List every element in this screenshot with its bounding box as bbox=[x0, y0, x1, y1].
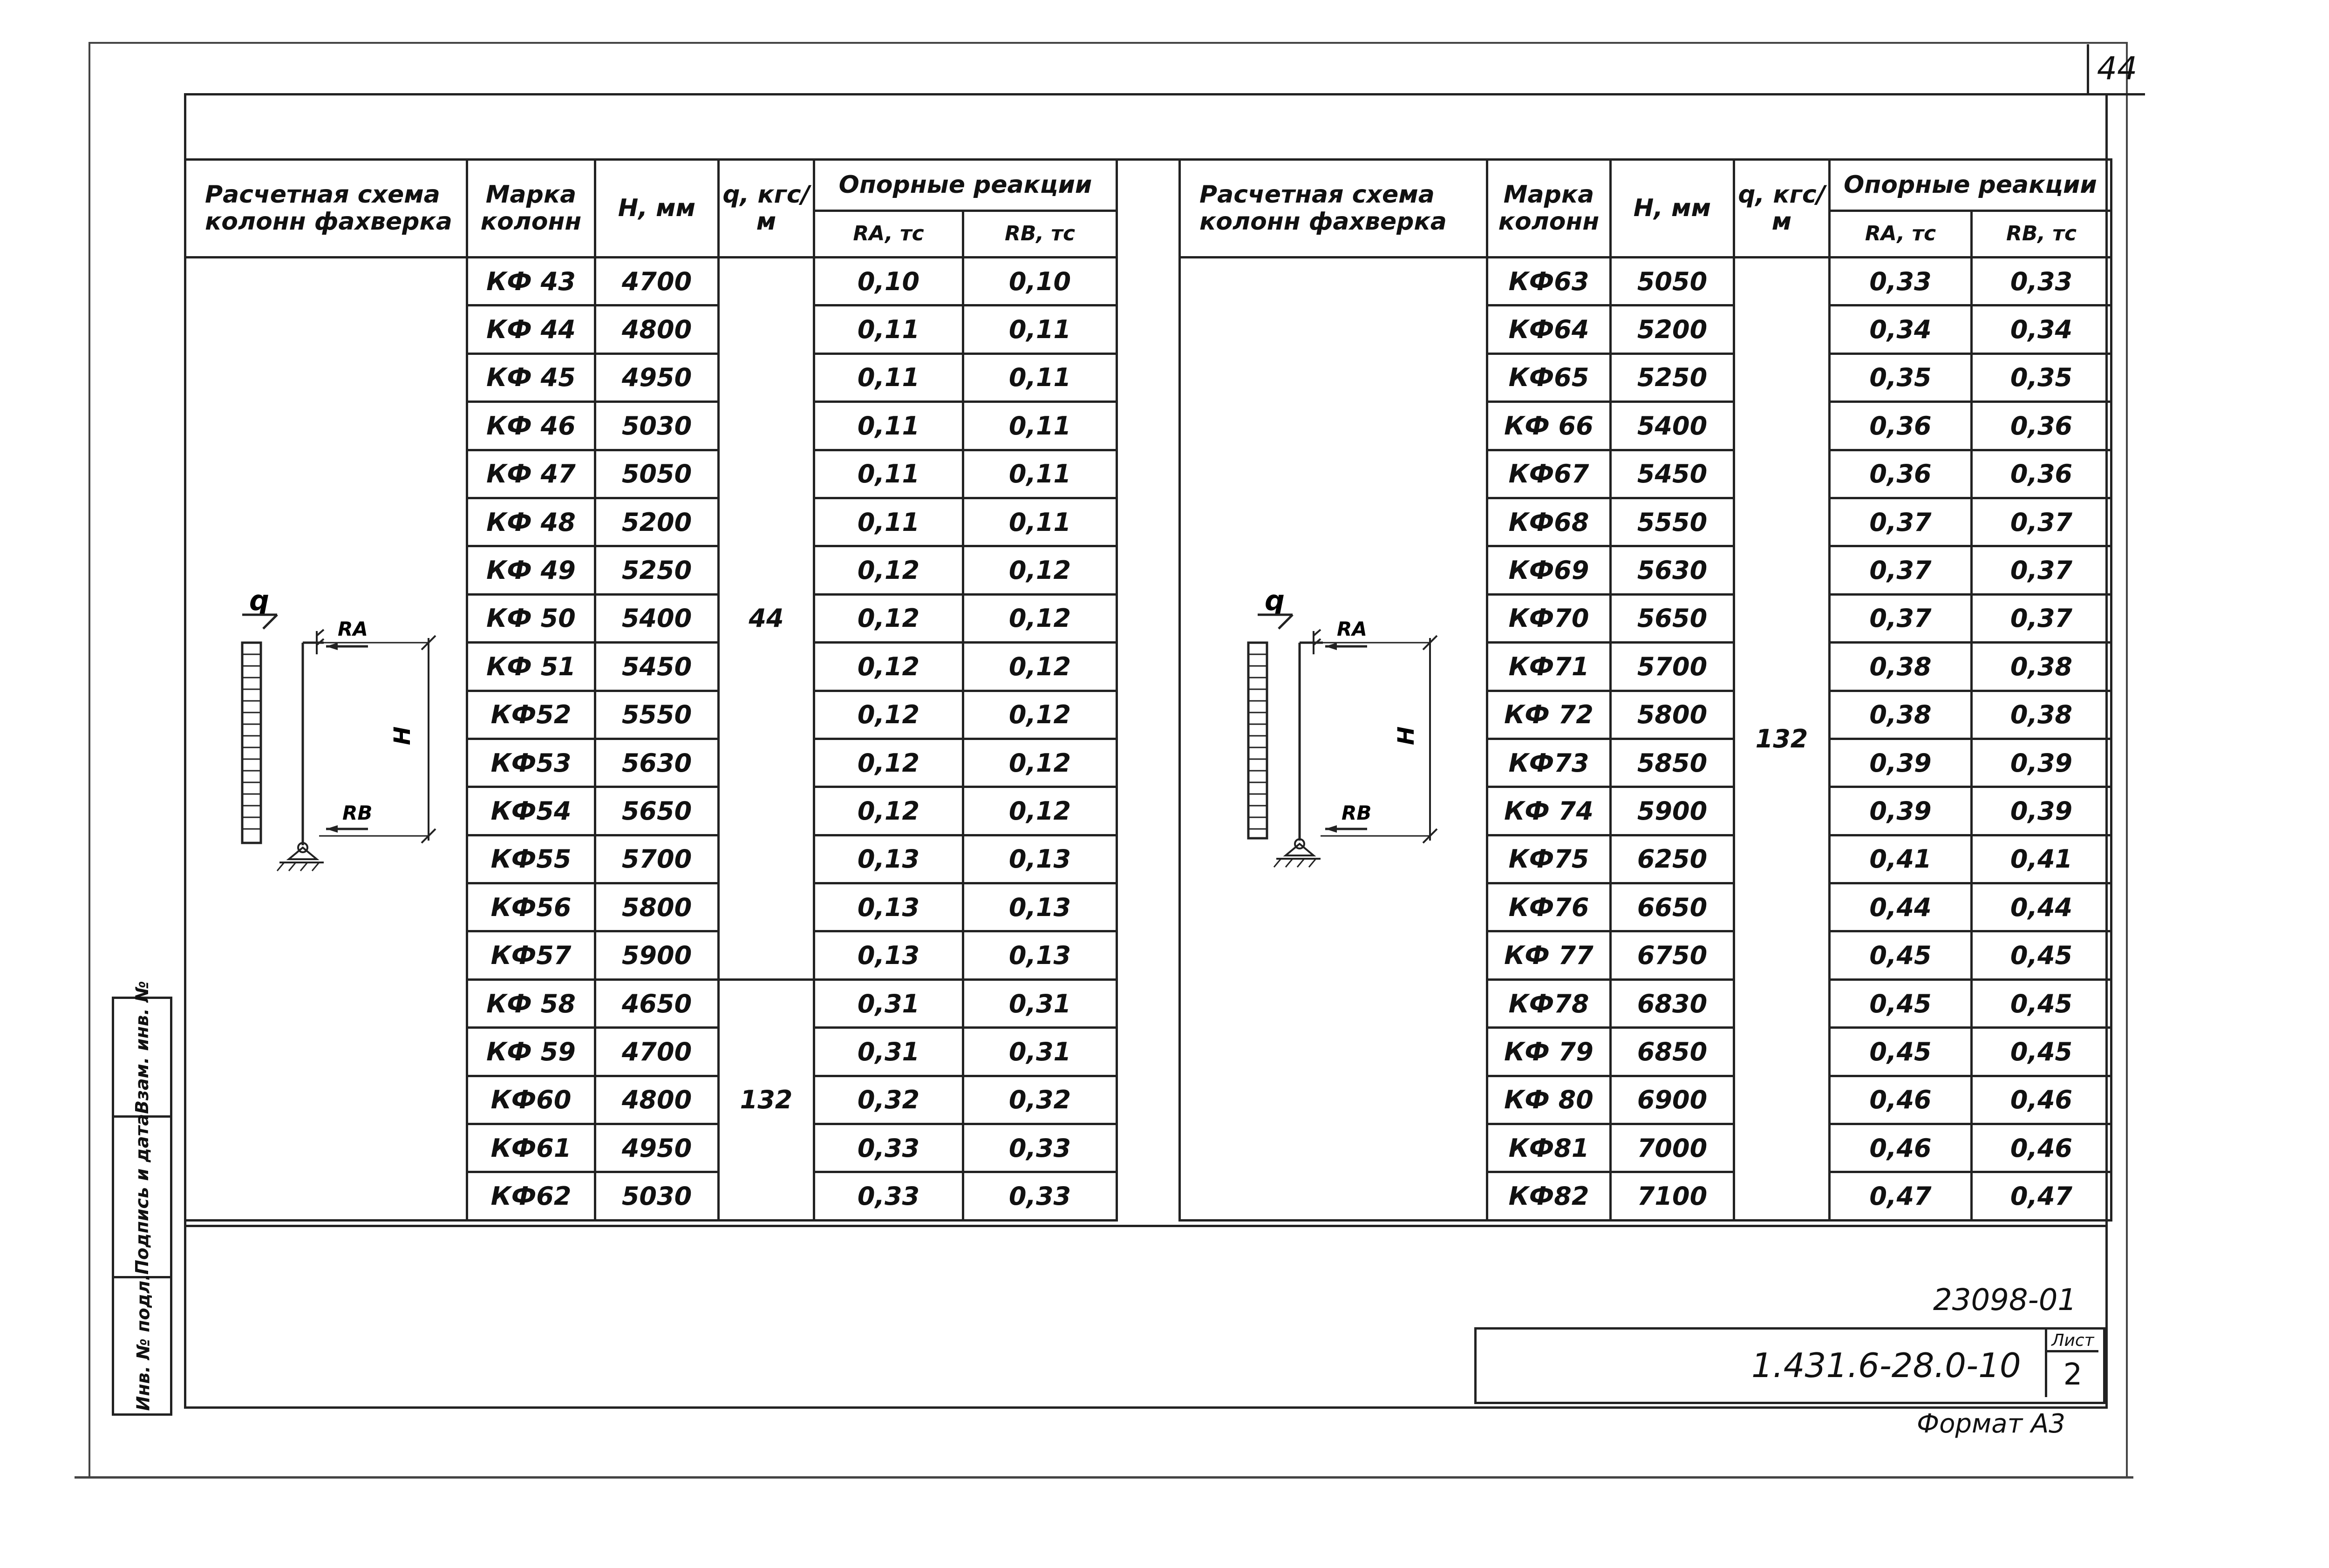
cell-rb: 0,38 bbox=[1972, 691, 2111, 739]
cell-h: 5550 bbox=[1611, 498, 1734, 546]
cell-mark: КФ52 bbox=[467, 691, 595, 739]
right-scheme-svg bbox=[1230, 577, 1463, 876]
cell-h: 6830 bbox=[1611, 979, 1734, 1027]
cell-mark: КФ60 bbox=[467, 1076, 595, 1124]
cell-h: 5030 bbox=[595, 402, 719, 450]
header-mark: Марка колонн bbox=[1487, 160, 1611, 258]
sheet-label: Лист bbox=[2047, 1331, 2098, 1352]
cell-h: 5400 bbox=[1611, 402, 1734, 450]
scheme-ra-label: RA bbox=[1337, 618, 1367, 640]
scheme-h-label: H bbox=[1393, 726, 1419, 745]
cell-ra: 0,38 bbox=[1830, 691, 1972, 739]
cell-h: 4800 bbox=[595, 1076, 719, 1124]
cell-h: 4700 bbox=[595, 258, 719, 305]
cell-rb: 0,12 bbox=[963, 739, 1117, 787]
cell-h: 5450 bbox=[1611, 450, 1734, 498]
cell-mark: КФ 44 bbox=[467, 305, 595, 353]
cell-q: 132 bbox=[719, 979, 814, 1220]
cell-rb: 0,12 bbox=[963, 643, 1117, 691]
cell-rb: 0,33 bbox=[963, 1124, 1117, 1172]
table-row bbox=[185, 258, 1117, 305]
cell-mark: КФ76 bbox=[1487, 883, 1611, 931]
cell-rb: 0,10 bbox=[963, 258, 1117, 305]
cell-ra: 0,44 bbox=[1830, 883, 1972, 931]
cell-h: 5800 bbox=[1611, 691, 1734, 739]
scheme-ra-label: RA bbox=[338, 618, 368, 640]
cell-mark: КФ70 bbox=[1487, 594, 1611, 642]
outer-frame-bottom bbox=[75, 1476, 2133, 1479]
header-scheme: Расчетная схема колонн фахверка bbox=[185, 160, 467, 258]
cell-mark: КФ57 bbox=[467, 931, 595, 979]
cell-ra: 0,33 bbox=[814, 1172, 963, 1220]
cell-h: 5700 bbox=[1611, 643, 1734, 691]
cell-mark: КФ 58 bbox=[467, 979, 595, 1027]
cell-mark: КФ63 bbox=[1487, 258, 1611, 305]
paper-format: Формат А3 bbox=[1917, 1409, 2065, 1439]
cell-rb: 0,11 bbox=[963, 498, 1117, 546]
header-ra: RA, тс bbox=[814, 211, 963, 258]
cell-ra: 0,13 bbox=[814, 931, 963, 979]
cell-mark: КФ 47 bbox=[467, 450, 595, 498]
cell-mark: КФ54 bbox=[467, 787, 595, 835]
cell-mark: КФ 48 bbox=[467, 498, 595, 546]
cell-rb: 0,33 bbox=[963, 1172, 1117, 1220]
cell-mark: КФ 59 bbox=[467, 1028, 595, 1076]
scheme-q-label: q bbox=[1265, 584, 1285, 617]
cell-h: 6900 bbox=[1611, 1076, 1734, 1124]
cell-ra: 0,33 bbox=[814, 1124, 963, 1172]
cell-ra: 0,11 bbox=[814, 353, 963, 401]
cell-ra: 0,45 bbox=[1830, 1028, 1972, 1076]
cell-ra: 0,10 bbox=[814, 258, 963, 305]
header-mark: Марка колонн bbox=[467, 160, 595, 258]
cell-ra: 0,12 bbox=[814, 594, 963, 642]
cell-ra: 0,11 bbox=[814, 305, 963, 353]
cell-q: 132 bbox=[1734, 258, 1830, 1221]
cell-rb: 0,13 bbox=[963, 883, 1117, 931]
cell-mark: КФ 74 bbox=[1487, 787, 1611, 835]
cell-mark: КФ73 bbox=[1487, 739, 1611, 787]
cell-mark: КФ78 bbox=[1487, 979, 1611, 1027]
cell-rb: 0,11 bbox=[963, 305, 1117, 353]
cell-h: 5250 bbox=[1611, 353, 1734, 401]
stamp-podpis: Подпись и дата bbox=[132, 1113, 152, 1275]
cell-rb: 0,12 bbox=[963, 787, 1117, 835]
cell-mark: КФ 80 bbox=[1487, 1076, 1611, 1124]
cell-h: 5900 bbox=[595, 931, 719, 979]
cell-mark: КФ 72 bbox=[1487, 691, 1611, 739]
cell-ra: 0,36 bbox=[1830, 402, 1972, 450]
cell-h: 5250 bbox=[595, 546, 719, 594]
cell-rb: 0,33 bbox=[1972, 258, 2111, 305]
cell-h: 7000 bbox=[1611, 1124, 1734, 1172]
cell-ra: 0,34 bbox=[1830, 305, 1972, 353]
cell-rb: 0,31 bbox=[963, 1028, 1117, 1076]
cell-h: 5900 bbox=[1611, 787, 1734, 835]
cell-h: 5630 bbox=[595, 739, 719, 787]
cell-ra: 0,13 bbox=[814, 835, 963, 883]
cell-rb: 0,11 bbox=[963, 450, 1117, 498]
cell-mark: КФ82 bbox=[1487, 1172, 1611, 1220]
cell-mark: КФ 50 bbox=[467, 594, 595, 642]
cell-h: 5050 bbox=[595, 450, 719, 498]
header-reactions: Опорные реакции bbox=[814, 160, 1117, 211]
cell-rb: 0,37 bbox=[1972, 594, 2111, 642]
cell-h: 4950 bbox=[595, 1124, 719, 1172]
load-diagram bbox=[1248, 643, 1267, 838]
cell-h: 6850 bbox=[1611, 1028, 1734, 1076]
cell-ra: 0,33 bbox=[1830, 258, 1972, 305]
cell-mark: КФ65 bbox=[1487, 353, 1611, 401]
cell-mark: КФ 79 bbox=[1487, 1028, 1611, 1076]
cell-mark: КФ 45 bbox=[467, 353, 595, 401]
scheme-h-label: H bbox=[389, 726, 415, 745]
table-row bbox=[1180, 258, 2111, 305]
cell-h: 5800 bbox=[595, 883, 719, 931]
cell-ra: 0,12 bbox=[814, 787, 963, 835]
cell-rb: 0,37 bbox=[1972, 498, 2111, 546]
cell-mark: КФ 46 bbox=[467, 402, 595, 450]
cell-rb: 0,39 bbox=[1972, 787, 2111, 835]
cell-h: 4650 bbox=[595, 979, 719, 1027]
cell-h: 7100 bbox=[1611, 1172, 1734, 1220]
cell-ra: 0,37 bbox=[1830, 594, 1972, 642]
cell-mark: КФ75 bbox=[1487, 835, 1611, 883]
cell-rb: 0,36 bbox=[1972, 402, 2111, 450]
cell-h: 5050 bbox=[1611, 258, 1734, 305]
cell-mark: КФ55 bbox=[467, 835, 595, 883]
cell-ra: 0,46 bbox=[1830, 1124, 1972, 1172]
cell-rb: 0,38 bbox=[1972, 643, 2111, 691]
cell-ra: 0,12 bbox=[814, 739, 963, 787]
cell-mark: КФ53 bbox=[467, 739, 595, 787]
cell-h: 5400 bbox=[595, 594, 719, 642]
cell-rb: 0,11 bbox=[963, 402, 1117, 450]
cell-h: 6650 bbox=[1611, 883, 1734, 931]
stamp-cell-vzam bbox=[114, 981, 170, 1118]
cell-mark: КФ68 bbox=[1487, 498, 1611, 546]
cell-rb: 0,46 bbox=[1972, 1076, 2111, 1124]
scheme-q-label: q bbox=[249, 584, 269, 617]
cell-ra: 0,32 bbox=[814, 1076, 963, 1124]
cell-ra: 0,39 bbox=[1830, 739, 1972, 787]
stamp-vzam: Взам. инв. № bbox=[132, 981, 152, 1114]
cell-h: 5450 bbox=[595, 643, 719, 691]
cell-mark: КФ 77 bbox=[1487, 931, 1611, 979]
cell-h: 5030 bbox=[595, 1172, 719, 1220]
cell-mark: КФ 51 bbox=[467, 643, 595, 691]
cell-rb: 0,12 bbox=[963, 691, 1117, 739]
header-rb: RB, тс bbox=[1972, 211, 2111, 258]
cell-rb: 0,12 bbox=[963, 594, 1117, 642]
cell-ra: 0,37 bbox=[1830, 546, 1972, 594]
cell-rb: 0,13 bbox=[963, 835, 1117, 883]
cell-rb: 0,46 bbox=[1972, 1124, 2111, 1172]
load-diagram bbox=[242, 643, 261, 843]
header-h: H, мм bbox=[1611, 160, 1734, 258]
cell-h: 5200 bbox=[595, 498, 719, 546]
cell-h: 4950 bbox=[595, 353, 719, 401]
cell-h: 4700 bbox=[595, 1028, 719, 1076]
cell-rb: 0,37 bbox=[1972, 546, 2111, 594]
cell-mark: КФ 49 bbox=[467, 546, 595, 594]
cell-rb: 0,12 bbox=[963, 546, 1117, 594]
header-q: q, кгс/м bbox=[1734, 160, 1830, 258]
cell-h: 5700 bbox=[595, 835, 719, 883]
cell-ra: 0,11 bbox=[814, 450, 963, 498]
cell-rb: 0,41 bbox=[1972, 835, 2111, 883]
cell-ra: 0,38 bbox=[1830, 643, 1972, 691]
cell-mark: КФ71 bbox=[1487, 643, 1611, 691]
cell-rb: 0,31 bbox=[963, 979, 1117, 1027]
stamp-cell-podpis bbox=[114, 1113, 170, 1278]
cell-ra: 0,39 bbox=[1830, 787, 1972, 835]
cell-ra: 0,11 bbox=[814, 402, 963, 450]
cell-h: 5630 bbox=[1611, 546, 1734, 594]
cell-mark: КФ 66 bbox=[1487, 402, 1611, 450]
cell-ra: 0,12 bbox=[814, 643, 963, 691]
cell-h: 6750 bbox=[1611, 931, 1734, 979]
cell-q: 44 bbox=[719, 258, 814, 980]
cell-mark: КФ81 bbox=[1487, 1124, 1611, 1172]
cell-ra: 0,31 bbox=[814, 1028, 963, 1076]
cell-ra: 0,45 bbox=[1830, 931, 1972, 979]
header-rb: RB, тс bbox=[963, 211, 1117, 258]
cell-h: 5550 bbox=[595, 691, 719, 739]
cell-ra: 0,41 bbox=[1830, 835, 1972, 883]
cell-mark: КФ 43 bbox=[467, 258, 595, 305]
cell-h: 4800 bbox=[595, 305, 719, 353]
cell-rb: 0,45 bbox=[1972, 1028, 2111, 1076]
cell-rb: 0,36 bbox=[1972, 450, 2111, 498]
cell-ra: 0,37 bbox=[1830, 498, 1972, 546]
cell-ra: 0,31 bbox=[814, 979, 963, 1027]
cell-ra: 0,35 bbox=[1830, 353, 1972, 401]
document-code: 1.431.6-28.0-10 bbox=[1751, 1346, 2021, 1385]
cell-mark: КФ69 bbox=[1487, 546, 1611, 594]
cell-rb: 0,35 bbox=[1972, 353, 2111, 401]
left-scheme-svg bbox=[224, 577, 456, 876]
tables-bottom-rule bbox=[184, 1225, 2108, 1227]
cell-ra: 0,12 bbox=[814, 546, 963, 594]
cell-ra: 0,47 bbox=[1830, 1172, 1972, 1220]
cell-mark: КФ61 bbox=[467, 1124, 595, 1172]
cell-rb: 0,44 bbox=[1972, 883, 2111, 931]
cell-ra: 0,11 bbox=[814, 498, 963, 546]
cell-mark: КФ67 bbox=[1487, 450, 1611, 498]
cell-h: 5650 bbox=[595, 787, 719, 835]
scheme-rb-label: RB bbox=[1342, 801, 1372, 824]
cell-rb: 0,32 bbox=[963, 1076, 1117, 1124]
cell-rb: 0,45 bbox=[1972, 931, 2111, 979]
header-reactions: Опорные реакции bbox=[1830, 160, 2111, 211]
header-ra: RA, тс bbox=[1830, 211, 1972, 258]
cell-rb: 0,34 bbox=[1972, 305, 2111, 353]
cell-rb: 0,11 bbox=[963, 353, 1117, 401]
scheme-rb-label: RB bbox=[342, 801, 373, 824]
archive-number: 23098-01 bbox=[1933, 1283, 2077, 1317]
cell-mark: КФ64 bbox=[1487, 305, 1611, 353]
stamp-inv-podl: Инв. № подл. bbox=[133, 1274, 154, 1411]
cell-ra: 0,36 bbox=[1830, 450, 1972, 498]
cell-h: 5650 bbox=[1611, 594, 1734, 642]
cell-mark: КФ56 bbox=[467, 883, 595, 931]
stamp-cell-inv bbox=[114, 1274, 170, 1411]
cell-h: 5850 bbox=[1611, 739, 1734, 787]
header-q: q, кгс/м bbox=[719, 160, 814, 258]
cell-rb: 0,47 bbox=[1972, 1172, 2111, 1220]
cell-rb: 0,39 bbox=[1972, 739, 2111, 787]
cell-rb: 0,13 bbox=[963, 931, 1117, 979]
cell-rb: 0,45 bbox=[1972, 979, 2111, 1027]
cell-ra: 0,46 bbox=[1830, 1076, 1972, 1124]
header-h: H, мм bbox=[595, 160, 719, 258]
cell-mark: КФ62 bbox=[467, 1172, 595, 1220]
cell-ra: 0,12 bbox=[814, 691, 963, 739]
cell-ra: 0,45 bbox=[1830, 979, 1972, 1027]
sheet-number: 2 bbox=[2063, 1358, 2083, 1392]
page-number: 44 bbox=[2087, 44, 2145, 95]
cell-ra: 0,13 bbox=[814, 883, 963, 931]
cell-h: 6250 bbox=[1611, 835, 1734, 883]
left-stamp-sidebar bbox=[112, 981, 172, 1416]
header-scheme: Расчетная схема колонн фахверка bbox=[1180, 160, 1487, 258]
cell-h: 5200 bbox=[1611, 305, 1734, 353]
